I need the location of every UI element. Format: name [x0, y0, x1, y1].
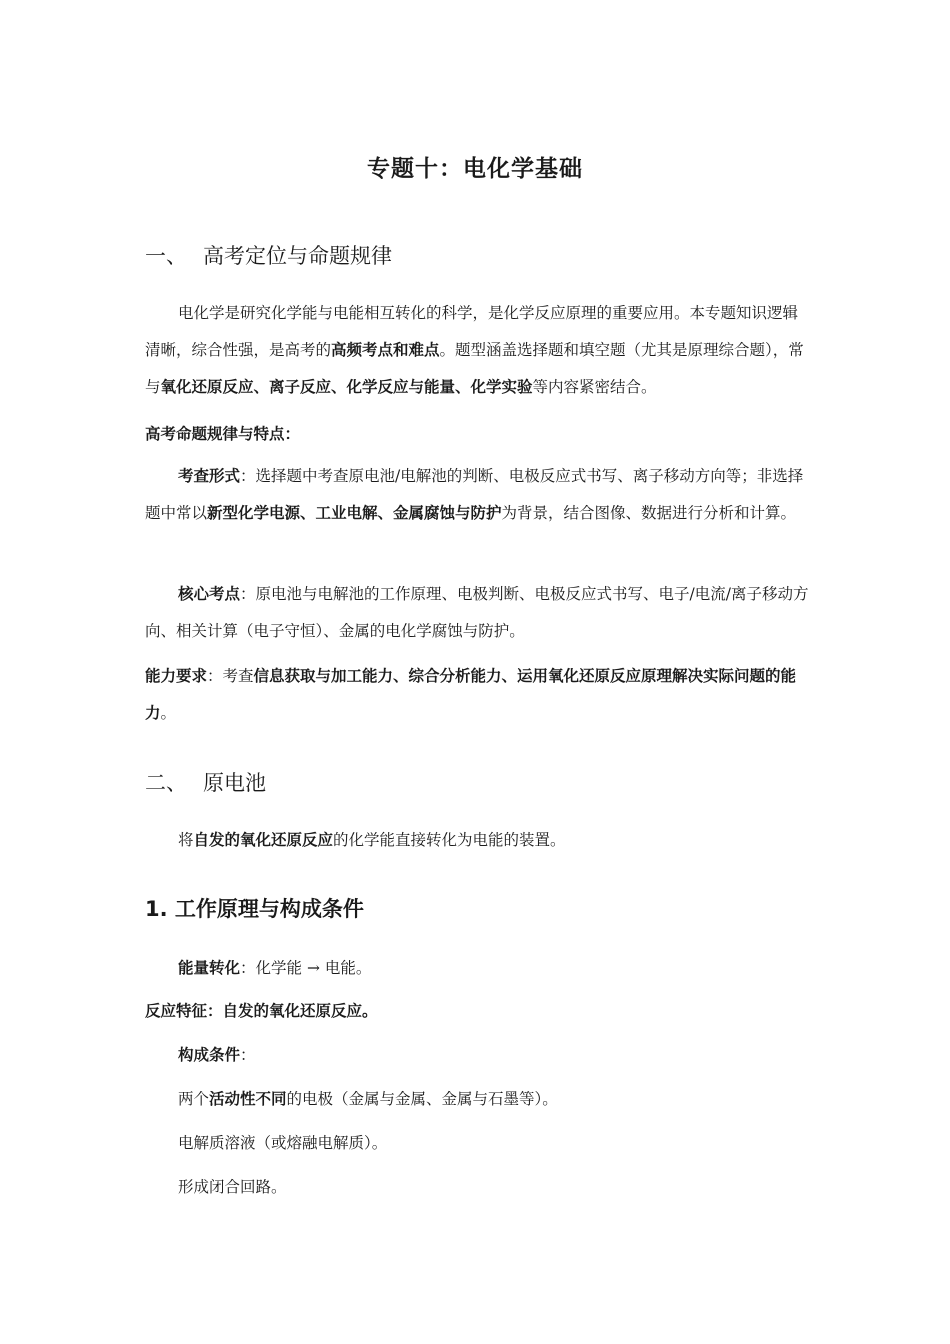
- text-run: 电化学是研究化学能与电能相互转化的科学，是化学反应原理的重要应用。本专题知识逻辑清晰，综合性强，是高考的: [145, 304, 799, 359]
- conditions-label: 构成条件: [178, 1046, 241, 1064]
- section2-number: 二、: [145, 771, 187, 795]
- energy-label: 能量转化: [178, 959, 241, 977]
- emphasis-text: 氧化还原反应、离子反应、化学反应与能量、化学实验: [160, 378, 533, 396]
- text-run: ：选择题中考查原电池/电解池的判断、电极反应式书写、离子移动方向等；非选择题中常以: [145, 467, 804, 522]
- reaction-label: 反应特征: [145, 1002, 208, 1020]
- condition-item-1: [178, 1088, 558, 1110]
- text-run: 为背景，结合图像、数据进行分析和计算。: [501, 504, 797, 522]
- ability-paragraph: [145, 658, 809, 732]
- text-run: 。题型涵盖选择题和填空题（尤其是原理综合题），常与: [145, 341, 804, 396]
- reaction-text: ：自发的氧化还原反应。: [207, 1002, 378, 1020]
- section2-heading: [145, 767, 266, 797]
- text-run: 两个: [178, 1090, 210, 1108]
- emphasis-text: 活动性不同: [209, 1090, 287, 1108]
- section1-title: 高考定位与命题规律: [203, 244, 392, 268]
- core-points-paragraph: [145, 576, 809, 650]
- text-run: 。: [160, 704, 177, 722]
- text-run: ：考查: [207, 667, 254, 685]
- emphasis-text: 自发的氧化还原反应: [193, 831, 334, 849]
- text-run: 的化学能直接转化为电能的装置。: [333, 831, 566, 849]
- condition-item-3: 形成闭合回路。: [178, 1178, 287, 1196]
- energy-conversion-line: [178, 957, 371, 979]
- emphasis-text: 新型化学电源、工业电解、金属腐蚀与防护: [207, 504, 502, 522]
- emphasis-text: 能力要求: [145, 667, 208, 685]
- section1-intro: [145, 295, 809, 406]
- document-title: 专题十：电化学基础: [367, 156, 583, 182]
- energy-text: ：化学能 → 电能。: [240, 959, 372, 977]
- section2-title: 原电池: [203, 771, 266, 795]
- text-run: 等内容紧密结合。: [532, 378, 657, 396]
- emphasis-text: 高频考点和难点: [331, 341, 440, 359]
- section2-definition: [145, 822, 809, 859]
- text-run: 的电极（金属与金属、金属与石墨等）。: [286, 1090, 558, 1108]
- reaction-feature-line: [145, 1000, 378, 1022]
- text-run: ：原电池与电解池的工作原理、电极判断、电极反应式书写、电子/电流/离子移动方向、相关计算（电子守恒）、金属的电化学腐蚀与防护。: [145, 585, 809, 640]
- text-run: 将: [178, 831, 194, 849]
- section1-number: 一、: [145, 244, 187, 268]
- emphasis-text: 信息获取与加工能力、综合分析能力、运用氧化还原反应原理解决实际问题的能力: [145, 667, 797, 722]
- subsection1-heading: 1. 工作原理与构成条件: [145, 897, 364, 921]
- conditions-line: [178, 1044, 256, 1066]
- rules-label: 高考命题规律与特点：: [145, 425, 301, 443]
- emphasis-text: 考查形式: [178, 467, 241, 485]
- conditions-colon: ：: [240, 1046, 256, 1064]
- exam-form-paragraph: [145, 458, 809, 532]
- emphasis-text: 核心考点: [178, 585, 241, 603]
- condition-item-2: 电解质溶液（或熔融电解质）。: [178, 1134, 388, 1152]
- section1-heading: [145, 240, 392, 270]
